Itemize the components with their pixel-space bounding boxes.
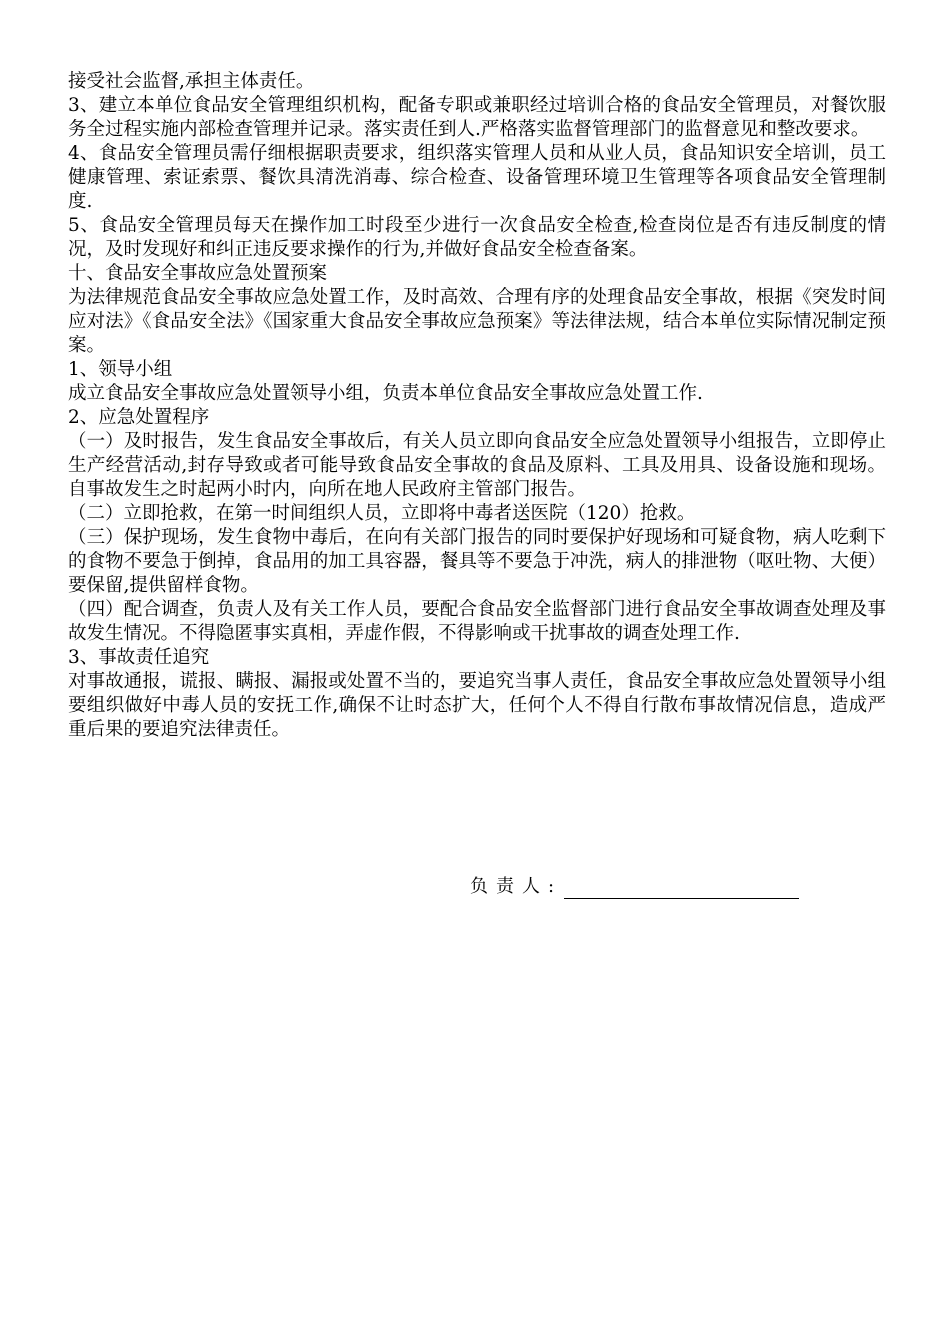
subheading-accountability: 3、事故责任追究: [68, 647, 210, 668]
paragraph-step-rescue: （二）立即抢救，在第一时间组织人员，立即将中毒者送医院（120）抢救。: [68, 503, 696, 524]
signature-line: [564, 878, 799, 899]
subheading-emergency-procedure: 2、应急处置程序: [68, 407, 210, 428]
signature-label: 负责人:: [470, 876, 563, 897]
paragraph-item-4-manager-duties: 4、食品安全管理员需仔细根据职责要求，组织落实管理人员和从业人员，食品知识安全培训，员工健康管理、索证索票、餐饮具清洗消毒、综合检查、设备管理环境卫生管理等各项食品安全管理制度.: [68, 143, 886, 212]
paragraph-step-investigation: （四）配合调查，负责人及有关工作人员，要配合食品安全监督部门进行食品安全事故调查处理及事故发生情况。不得隐匿事实真相，弄虚作假，不得影响或干扰事故的调查处理工作.: [68, 599, 886, 644]
document-body: [68, 70, 886, 742]
paragraph-supervision: 接受社会监督,承担主体责任。: [68, 71, 315, 92]
section-heading-emergency-plan: 十、食品安全事故应急处置预案: [68, 263, 328, 284]
paragraph-leadership-group: 成立食品安全事故应急处置领导小组，负责本单位食品安全事故应急处置工作.: [68, 383, 703, 404]
paragraph-item-5-daily-inspection: 5、食品安全管理员每天在操作加工时段至少进行一次食品安全检查,检查岗位是否有违反制度的情况，及时发现好和纠正违反要求操作的行为,并做好食品安全检查备案。: [68, 215, 886, 260]
paragraph-item-3-organization: 3、建立本单位食品安全管理组织机构，配备专职或兼职经过培训合格的食品安全管理员，对餐饮服务全过程实施内部检查管理并记录。落实责任到人.严格落实监督管理部门的监督意见和整改要求。: [68, 95, 886, 140]
paragraph-accountability: 对事故通报，谎报、瞒报、漏报或处置不当的，要追究当事人责任，食品安全事故应急处置领导小组要组织做好中毒人员的安抚工作,确保不让时态扩大，任何个人不得自行散布事故情况信息，造成严重后果的要追究法律责任。: [68, 671, 886, 740]
paragraph-plan-intro: 为法律规范食品安全事故应急处置工作，及时高效、合理有序的处理食品安全事故，根据《突发时间应对法》《食品安全法》《国家重大食品安全事故应急预案》等法律法规，结合本单位实际情况制定预案。: [68, 287, 886, 356]
subheading-leadership-group: 1、领导小组: [68, 359, 173, 380]
paragraph-step-report: （一）及时报告，发生食品安全事故后，有关人员立即向食品安全应急处置领导小组报告，立即停止生产经营活动,封存导致或者可能导致食品安全事故的食品及原料、工具及用具、设备设施和现场。自事故发生之时起两小时内，向所在地人民政府主管部门报告。: [68, 431, 886, 500]
signature-block: [470, 875, 799, 899]
paragraph-step-protect-scene: （三）保护现场，发生食物中毒后，在向有关部门报告的同时要保护好现场和可疑食物，病人吃剩下的食物不要急于倒掉，食品用的加工具容器，餐具等不要急于冲洗，病人的排泄物（呕吐物、大便）要保留,提供留样食物。: [68, 527, 886, 596]
